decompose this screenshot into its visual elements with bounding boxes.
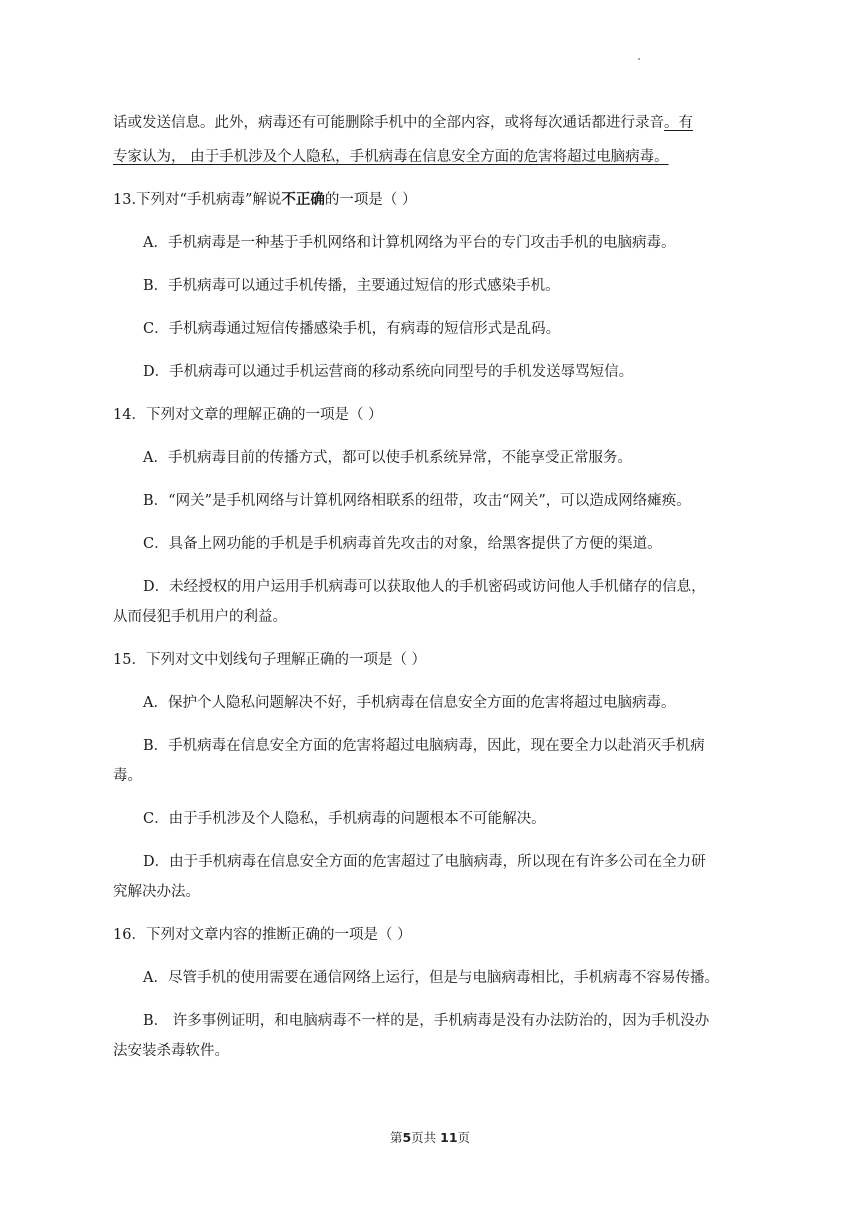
q14-option-d-line-2: 从而侵犯手机用户的利益。	[113, 609, 287, 625]
q13-option-b: B．手机病毒可以通过手机传播，主要通过短信的形式感染手机。	[143, 278, 560, 294]
q14-option-a: A．手机病毒目前的传播方式，都可以使手机系统异常，不能享受正常服务。	[143, 450, 632, 466]
q14-option-b: B．“网关”是手机网络与计算机网络相联系的纽带，攻击“网关”，可以造成网络瘫痪。	[143, 493, 691, 509]
question-14-stem: 14．下列对文章的理解正确的一项是（ ）	[113, 407, 383, 423]
q14-option-c: C．具备上网功能的手机是手机病毒首先攻击的对象，给黑客提供了方便的渠道。	[143, 536, 662, 552]
question-13-stem	[113, 185, 733, 215]
q13-stem-text: 13.下列对“手机病毒”解说	[113, 192, 282, 208]
q15-option-b	[113, 731, 733, 791]
q15-option-d-line-1: D．由于手机病毒在信息安全方面的危害超过了电脑病毒，所以现在有许多公司在全力研	[143, 854, 706, 870]
page-footer	[0, 1128, 860, 1146]
q15-option-b-line-2: 毒。	[113, 768, 142, 784]
q13-option-c: C．手机病毒通过短信传播感染手机，有病毒的短信形式是乱码。	[143, 321, 561, 337]
footer-suffix: 页	[457, 1130, 471, 1145]
q15-option-a: A．保护个人隐私问题解决不好，手机病毒在信息安全方面的危害将超过电脑病毒。	[143, 695, 676, 711]
q15-option-d	[113, 847, 733, 907]
total-page-count: 11	[440, 1130, 458, 1145]
intro-line-2	[113, 142, 733, 172]
question-16-stem: 16．下列对文章内容的推断正确的一项是（ ）	[113, 927, 412, 943]
q13-option-d: D．手机病毒可以通过手机运营商的移动系统向同型号的手机发送辱骂短信。	[143, 364, 634, 380]
intro-text: 话或发送信息。此外，病毒还有可能删除手机中的全部内容，或将每次通话都进行录音	[113, 115, 664, 131]
q13-option-a: A．手机病毒是一种基于手机网络和计算机网络为平台的专门攻击手机的电脑病毒。	[143, 235, 676, 251]
q15-option-c: C．由于手机涉及个人隐私，手机病毒的问题根本不可能解决。	[143, 811, 546, 827]
q16-option-b-line-2: 法安装杀毒软件。	[113, 1043, 229, 1059]
q13-stem-emphasis: 不正确	[281, 191, 325, 208]
document-body	[113, 108, 733, 1066]
underlined-sentence-start: 。有	[664, 115, 693, 131]
q15-option-d-line-2: 究解决办法。	[113, 884, 200, 900]
q14-option-d	[113, 572, 733, 632]
q15-option-b-line-1: B．手机病毒在信息安全方面的危害将超过电脑病毒，因此，现在要全力以赴消灭手机病	[143, 738, 705, 754]
q13-stem-tail: 的一项是（ ）	[324, 192, 417, 208]
underlined-sentence: 专家认为， 由于手机涉及个人隐私，手机病毒在信息安全方面的危害将超过电脑病毒。	[113, 149, 669, 165]
q14-option-d-line-1: D．未经授权的用户运用手机病毒可以获取他人的手机密码或访问他人手机储存的信息，	[143, 579, 706, 595]
footer-prefix: 第	[389, 1130, 403, 1145]
q16-option-b-line-1: B． 许多事例证明，和电脑病毒不一样的是，手机病毒是没有办法防治的，因为手机没办	[143, 1013, 710, 1029]
q16-option-a: A．尽管手机的使用需要在通信网络上运行，但是与电脑病毒相比，手机病毒不容易传播。	[143, 970, 719, 986]
scan-dot	[638, 58, 640, 60]
footer-middle: 页共	[411, 1130, 441, 1145]
current-page-number: 5	[402, 1130, 412, 1145]
intro-line-1	[113, 108, 733, 138]
question-15-stem: 15．下列对文中划线句子理解正确的一项是（ ）	[113, 652, 427, 668]
q16-option-b	[113, 1006, 733, 1066]
